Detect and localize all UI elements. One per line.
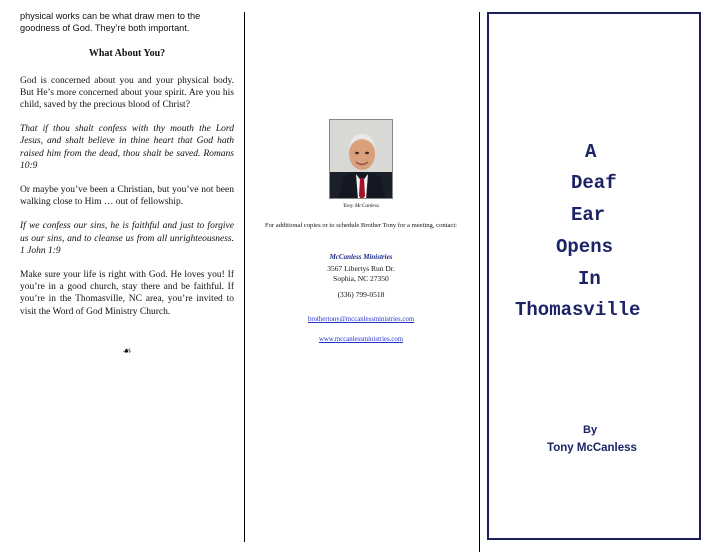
photo-caption: Tony McCanless	[342, 203, 380, 209]
panel-divider-left	[244, 12, 245, 542]
address-line-2: Sophia, NC 27350	[333, 274, 389, 283]
panel-divider-right	[479, 12, 480, 552]
phone-number: (336) 799-0518	[337, 290, 385, 299]
contact-intro: For additional copies or to schedule Brother Tony for a meeting, contact:	[264, 222, 458, 229]
author-photo	[329, 119, 393, 199]
author-name: Tony McCanless	[547, 442, 637, 454]
byline-label: By	[583, 424, 598, 436]
intro-paragraph: physical works can be what draw men to the goodness of God. They’re both important.	[20, 11, 201, 34]
scripture-romans: That if thou shalt confess with thy mouth the Lord Jesus, and shalt believe in thine heart that God hath raised him from the dead, thou shalt be saved. Romans 10:9	[20, 124, 234, 171]
title-line-2: Deaf	[571, 172, 617, 194]
title-line-4: Opens	[556, 236, 614, 258]
address-line-1: 3567 Libertys Run Dr.	[327, 264, 395, 273]
title-line-3: Ear	[571, 204, 606, 226]
website-link[interactable]: www.mccanlessministries.com	[318, 336, 404, 343]
body-paragraph-concern: God is concerned about you and your physical body. But He’s more concerned about your spirit. Are you his child, saved by the precious blood of Christ?	[20, 75, 234, 111]
title-line-1: A	[585, 141, 597, 163]
title-line-5: In	[578, 268, 601, 290]
body-paragraph-fellowship: Or maybe you’ve been a Christian, but you’ve not been walking close to Him … out of fellowship.	[20, 185, 234, 208]
scripture-john: If we confess our sins, he is faithful and just to forgive us our sins, and to cleanse us from all unrighteousness. 1 John 1:9	[20, 221, 234, 256]
body-paragraph-invite: Make sure your life is right with God. He loves you! If you’re in a good church, stay there and be faithful. If you’re in the Thomasville, NC area, you’re invited to visit the Word of God Ministry Church.	[20, 270, 234, 317]
ornament-icon: ☙	[122, 345, 132, 357]
title-line-6: Thomasville	[515, 299, 641, 321]
ministry-name: McCanless Ministries	[329, 253, 393, 261]
left-panel	[20, 10, 234, 358]
email-link[interactable]: brothertony@mccanlessministries.com	[307, 316, 415, 323]
section-heading: What About You?	[88, 48, 166, 60]
